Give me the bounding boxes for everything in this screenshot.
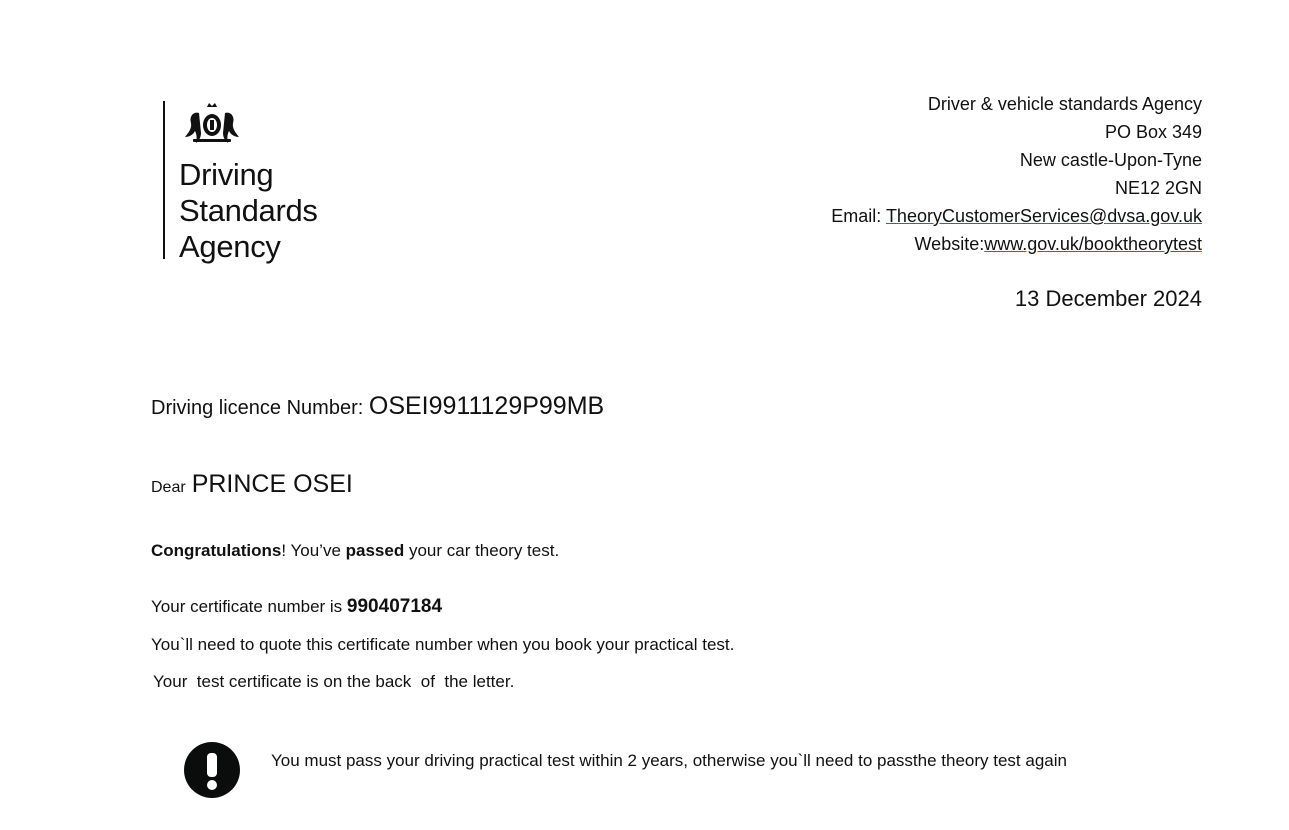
licence-label: Driving licence Number xyxy=(151,397,358,419)
recipient-name: PRINCE OSEI xyxy=(191,470,353,498)
congrats-part-2: your car theory test. xyxy=(404,541,560,560)
certificate-line xyxy=(151,596,442,618)
org-name-line-2: Standards xyxy=(179,193,318,228)
agency-logo xyxy=(163,101,379,264)
city: New castle-Upon-Tyne xyxy=(1019,150,1202,170)
org-name-line-1: Driving xyxy=(179,157,274,192)
exclamation-icon xyxy=(184,742,240,798)
website-link[interactable]: www.gov.uk/booktheorytest xyxy=(984,234,1202,254)
back-of-letter-note: Your test certificate is on the back of the letter. xyxy=(153,672,515,691)
postcode: NE12 2GN xyxy=(1114,178,1202,198)
licence-colon: : xyxy=(357,397,369,419)
congrats-part-1: ! You’ve xyxy=(281,541,346,560)
greeting xyxy=(151,470,353,499)
salutation: Dear xyxy=(151,479,186,496)
passed-word: passed xyxy=(345,541,405,560)
website-line xyxy=(831,230,1202,258)
certificate-number: 990407184 xyxy=(346,596,443,617)
licence-number-line xyxy=(151,392,604,421)
website-label: Website: xyxy=(914,234,985,254)
certificate-label: Your certificate number is xyxy=(151,597,347,616)
royal-crest-icon xyxy=(179,101,245,145)
letter-date: 13 December 2024 xyxy=(1014,286,1202,311)
licence-number: OSEI9911129P99MB xyxy=(368,392,605,420)
email-line xyxy=(831,202,1202,230)
email-label: Email: xyxy=(831,206,886,226)
email-link[interactable]: TheoryCustomerServices@dvsa.gov.uk xyxy=(885,206,1202,226)
congratulations-line xyxy=(151,541,559,561)
congrats-word: Congratulations xyxy=(151,541,282,560)
org-name xyxy=(179,157,318,265)
sender-address xyxy=(831,90,1202,258)
agency-name: Driver & vehicle standards Agency xyxy=(927,94,1202,114)
po-box: PO Box 349 xyxy=(1104,122,1202,142)
quote-instruction: You`ll need to quote this certificate number when you book your practical test. xyxy=(151,635,735,654)
org-name-line-3: Agency xyxy=(179,229,281,264)
notice-text: You must pass your driving practical test within 2 years, otherwise you`ll need to passthe theory test again xyxy=(271,751,1067,770)
